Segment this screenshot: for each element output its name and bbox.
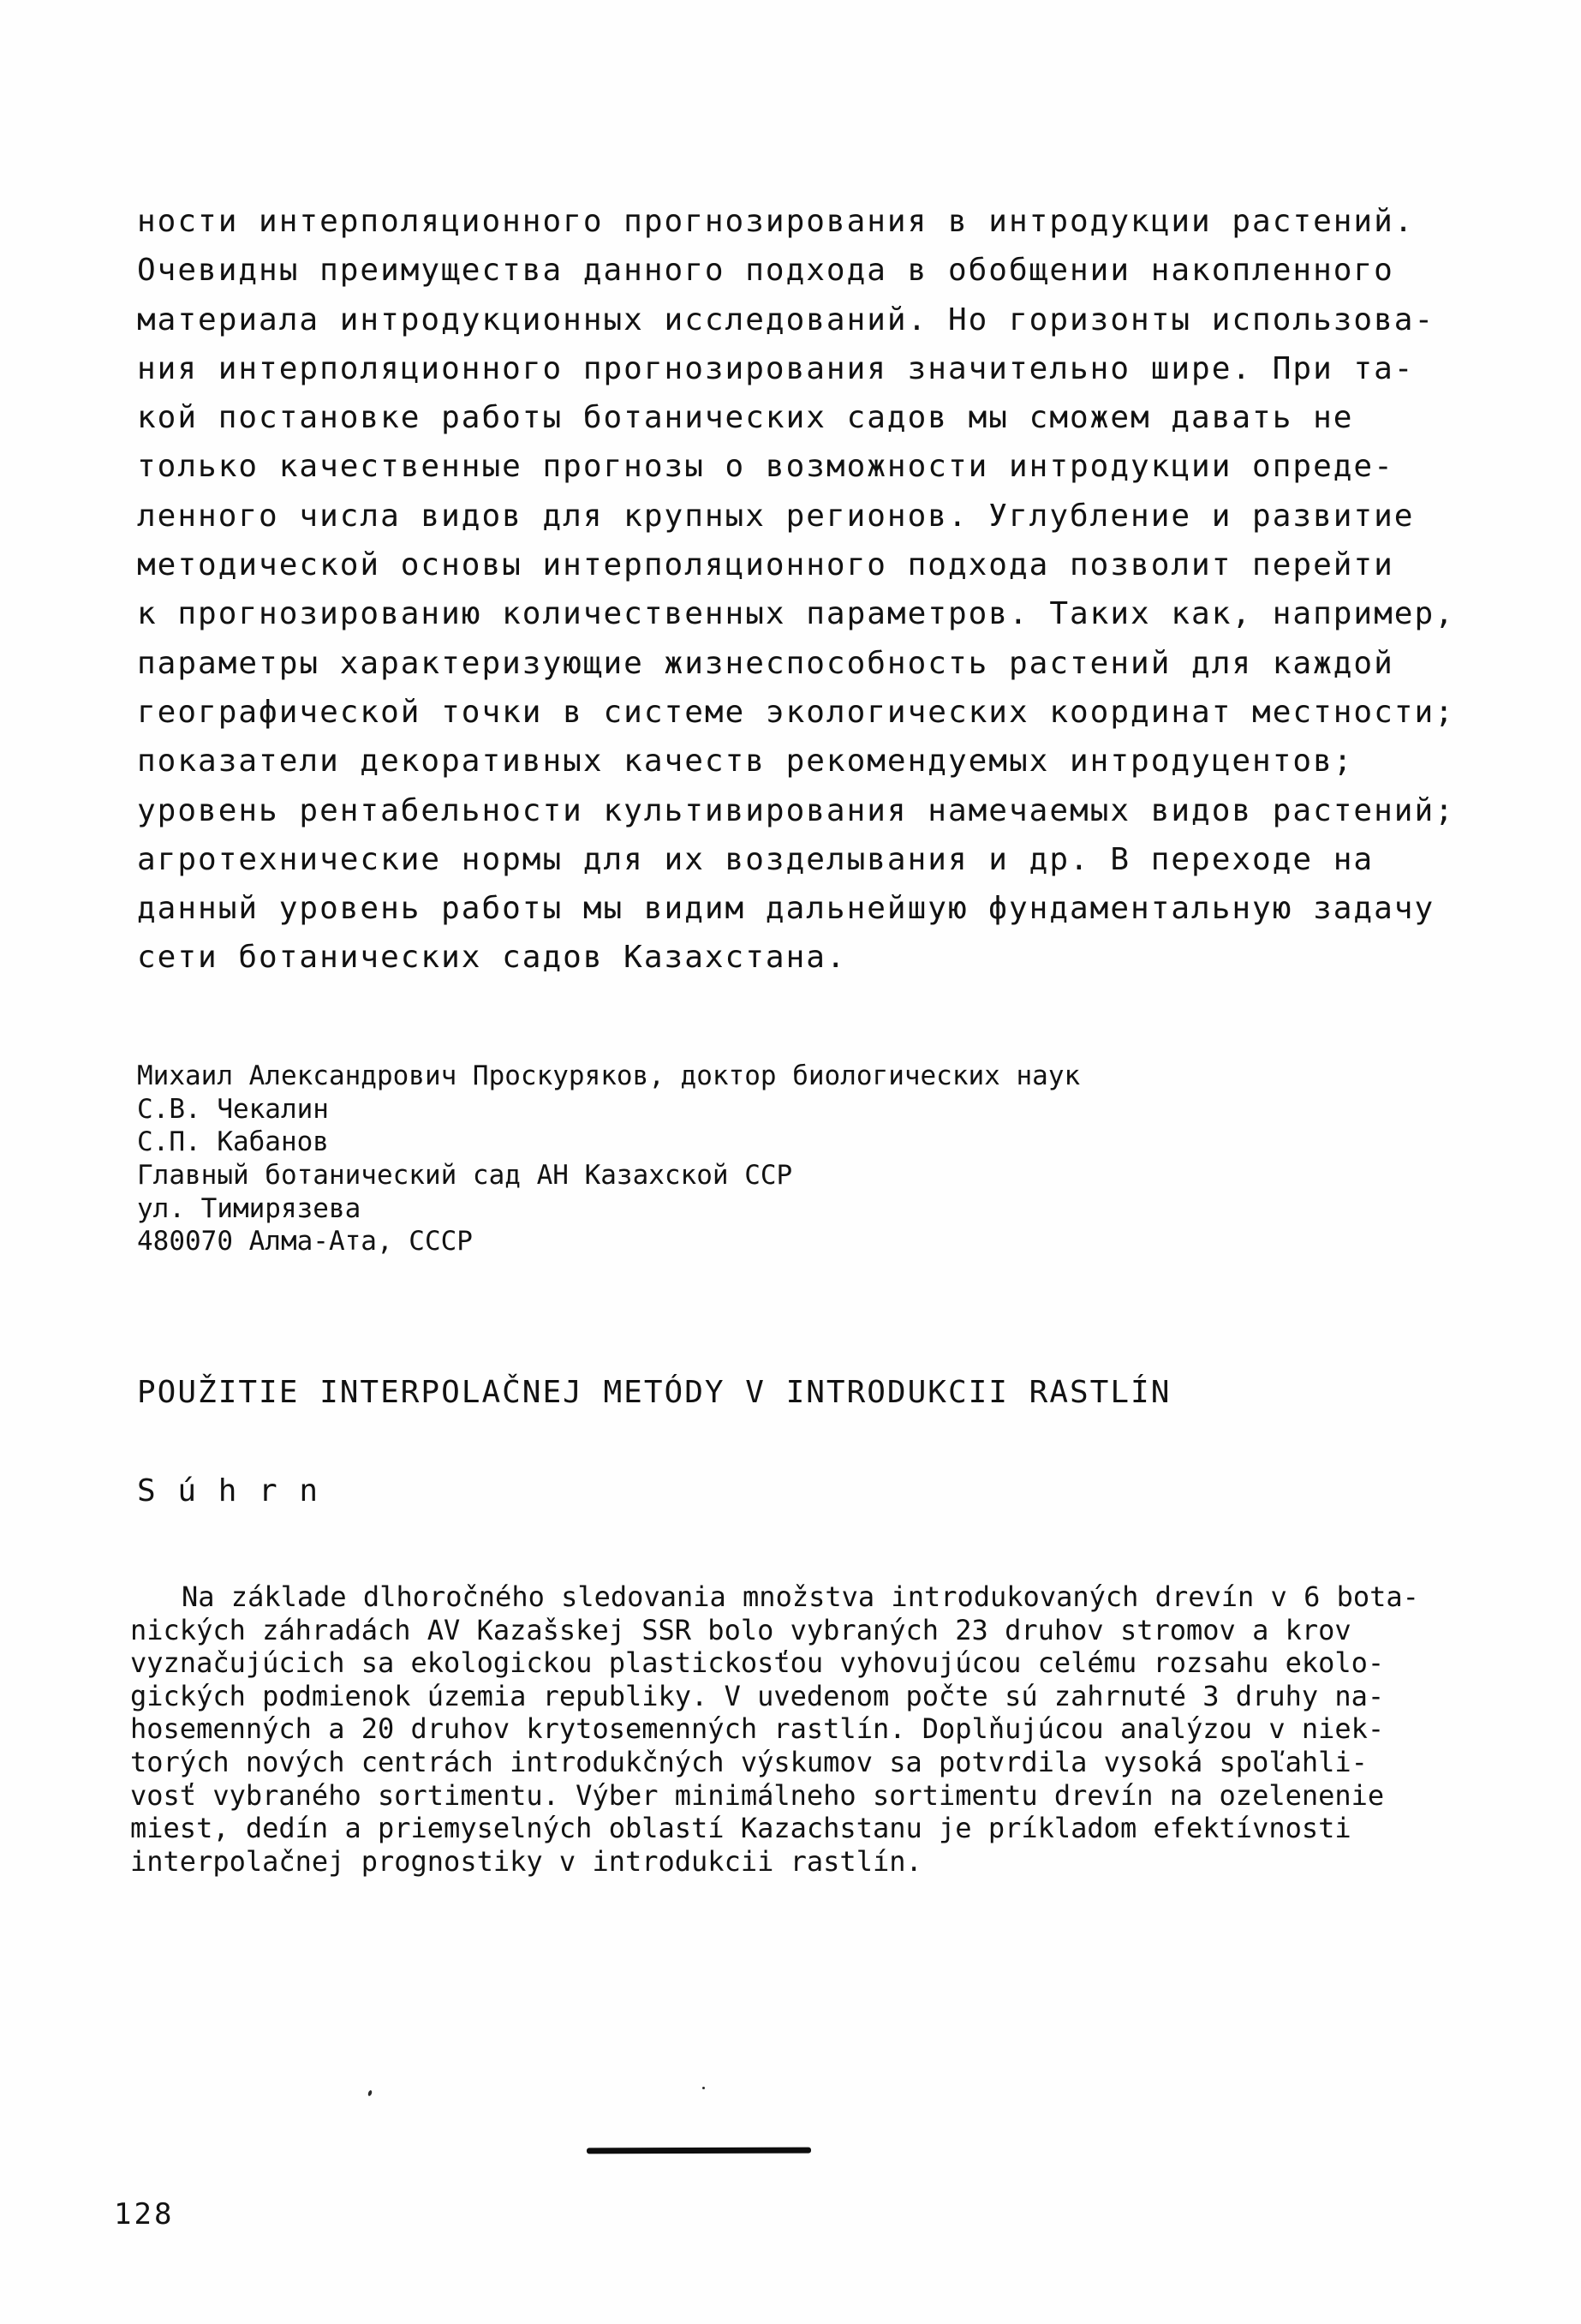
text-line: ности интерполяционного прогнозирования в интродукции растений. [137,204,1415,239]
summary-line: hosemenných a 20 druhov krytosemenných rastlín. Doplňujúcou analýzou v niek- [130,1712,1385,1746]
author-line: Михаил Александрович Проскуряков, доктор биологических наук [137,1060,1081,1091]
text-line: ленного числа видов для крупных регионов. Углубление и развитие [137,498,1415,534]
text-line: к прогнозированию количественных параметров. Таких как, например, [137,596,1455,632]
text-line: методической основы интерполяционного подхода позволит перейти [137,547,1394,583]
text-line: только качественные прогнозы о возможности интродукции опреде- [137,449,1394,485]
summary-line: miest, dedín a priemyselných oblastí Kazachstanu je príkladom efektívnosti [130,1812,1351,1845]
text-line: кой постановке работы ботанических садов мы сможем давать не [137,400,1354,436]
summary-heading: S ú h r n [137,1473,320,1509]
page-number: 128 [114,2197,175,2231]
text-line: географической точки в системе экологических координат местности; [137,694,1455,730]
address-line: 480070 Алма-Ата, СССР [137,1226,473,1258]
summary-line: torých nových centrách introdukčných výskumov sa potvrdila vysoká spoľahli- [130,1745,1368,1778]
slovak-summary-paragraph [130,1580,1419,1878]
summary-line: vosť vybraného sortimentu. Výber minimálneho sortimentu drevín na ozelenenie [130,1778,1385,1812]
author-line: С.П. Кабанов [137,1126,329,1158]
summary-line: vyznačujúcich sa ekologickou plastickosťou vyhovujúcou celému rozsahu ekolo- [130,1646,1385,1680]
summary-line: Na základe dlhoročného sledovania množstva introdukovaných drevín v 6 bota- [182,1580,1419,1613]
summary-line: interpolačnej prognostiky v introdukcii rastlín. [130,1844,922,1878]
text-line: параметры характеризующие жизнеспособность растений для каждой [137,645,1394,681]
authors-address-block [137,1060,1080,1258]
address-line: ул. Тимирязева [137,1192,361,1224]
text-line: Очевидны преимущества данного подхода в обобщении накопленного [137,253,1394,289]
summary-line: gických podmienok územia republiky. V uvedenom počte sú zahrnuté 3 druhy na- [130,1679,1385,1712]
text-line: уровень рентабельности культивирования намечаемых видов растений; [137,792,1455,828]
text-line: сети ботанических садов Казахстана. [137,940,847,976]
text-line: материала интродукционных исследований. Но горизонты использова- [137,302,1435,338]
text-line: показатели декоративных качеств рекомендуемых интродуцентов; [137,744,1354,780]
slovak-section-title: POUŽITIE INTERPOLAČNEJ METÓDY V INTRODUKCII RASTLÍN [137,1375,1172,1410]
affiliation-line: Главный ботанический сад АН Казахской ССР [137,1160,793,1192]
text-line: ния интерполяционного прогнозирования значительно шире. При та- [137,350,1415,386]
russian-body-paragraph [137,197,1455,983]
author-line: С.В. Чекалин [137,1093,329,1125]
scan-speck [702,2087,705,2089]
divider-rule [587,2148,811,2154]
summary-line: nických záhradách AV Kazašskej SSR bolo vybraných 23 druhov stromov a krov [130,1613,1351,1646]
text-line: данный уровень работы мы видим дальнейшую фундаментальную задачу [137,891,1435,927]
scan-speck [367,2090,373,2097]
text-line: агротехнические нормы для их возделывания и др. В переходе на [137,841,1375,877]
